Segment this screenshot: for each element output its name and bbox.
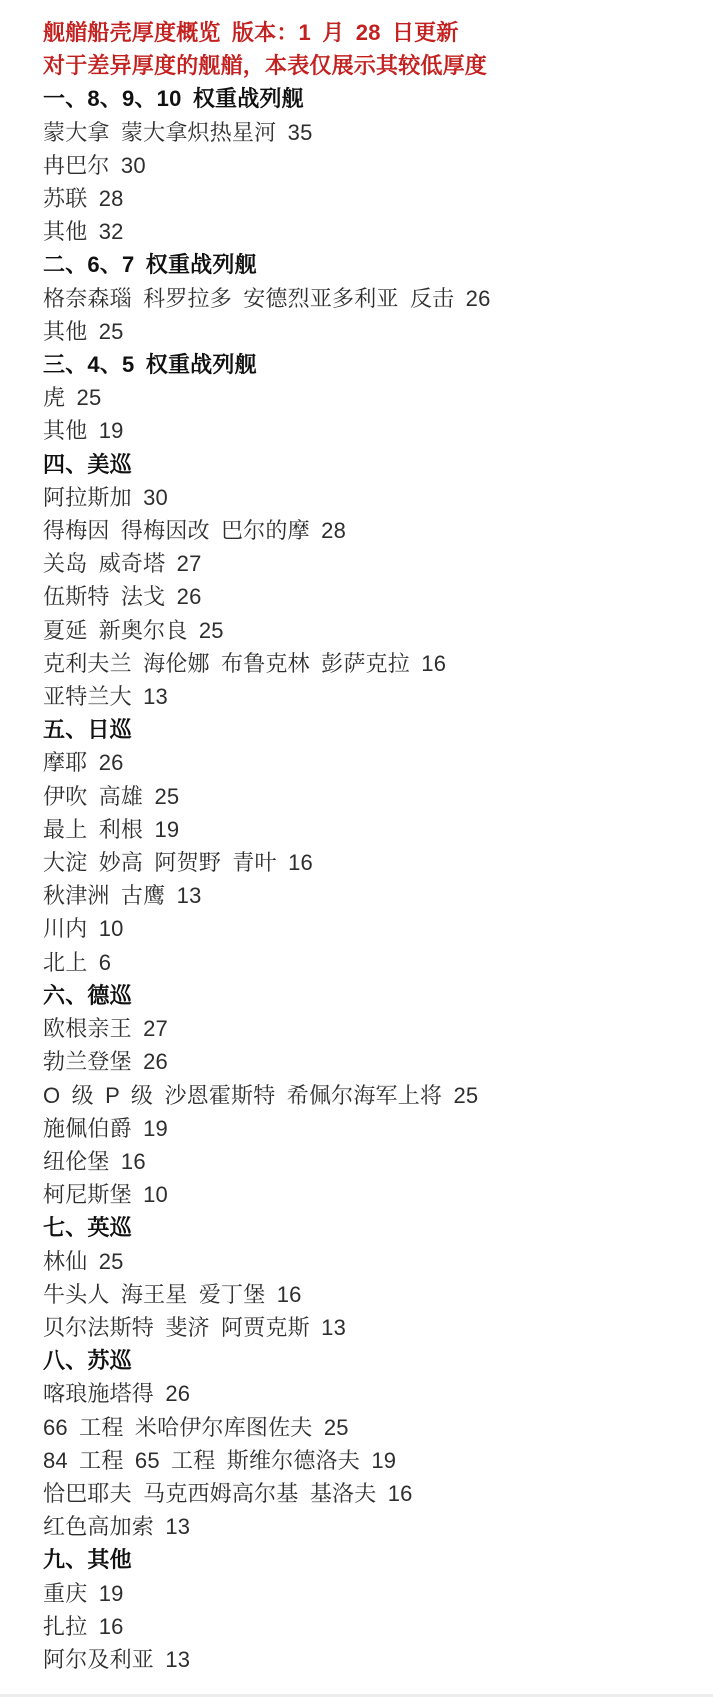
- thickness-value: 19: [143, 1115, 168, 1141]
- ship-row: [43, 1245, 693, 1278]
- ship-row: [43, 580, 693, 613]
- ship-row: [43, 1610, 693, 1643]
- ship-row: [43, 1444, 693, 1477]
- ship-row: [43, 1311, 693, 1344]
- ship-row: [43, 215, 693, 248]
- page-subtitle: 对于差异厚度的舰艏，本表仅展示其较低厚度: [43, 53, 488, 79]
- ship-names: 关岛 威奇塔: [43, 551, 166, 577]
- ship-names: 摩耶: [43, 750, 88, 776]
- thickness-value: 19: [98, 418, 124, 444]
- ship-row: [43, 1278, 693, 1311]
- ship-names: 贝尔法斯特 斐济 阿贾克斯: [43, 1314, 310, 1340]
- thickness-value: 13: [165, 1646, 191, 1672]
- thickness-value: 30: [143, 484, 168, 510]
- ship-row: [43, 315, 693, 348]
- ship-row: [43, 813, 693, 846]
- ship-row: [43, 614, 693, 647]
- ship-row: [43, 116, 693, 149]
- thickness-value: 13: [165, 1514, 191, 1540]
- ship-row: [43, 1411, 693, 1444]
- thickness-value: 28: [321, 518, 347, 544]
- ship-row: [43, 780, 693, 813]
- ship-names: O 级 P 级 沙恩霍斯特 希佩尔海军上将: [43, 1082, 443, 1108]
- ship-names: 北上: [43, 949, 88, 975]
- ship-row: [43, 547, 693, 580]
- section-heading: 八、苏巡: [43, 1348, 132, 1374]
- ship-names: 红色高加索: [43, 1514, 155, 1540]
- ship-row: [43, 414, 693, 447]
- ship-row: [43, 1045, 693, 1078]
- thickness-value: 27: [143, 1016, 168, 1042]
- ship-row: [43, 647, 693, 680]
- ship-names: 其他: [43, 219, 88, 245]
- ship-names: 林仙: [43, 1248, 88, 1274]
- ship-names: 欧根亲王: [43, 1016, 132, 1042]
- ship-names: 亚特兰大: [43, 684, 132, 710]
- thickness-value: 25: [154, 783, 180, 809]
- ship-row: [43, 149, 693, 182]
- ship-names: 施佩伯爵: [43, 1115, 132, 1141]
- thickness-value: 25: [453, 1082, 479, 1108]
- ship-names: 秋津洲 古鹰: [43, 883, 166, 909]
- thickness-value: 26: [176, 584, 202, 610]
- ship-names: 冉巴尔: [43, 152, 110, 178]
- thickness-value: 16: [276, 1281, 302, 1307]
- thickness-value: 16: [421, 650, 447, 676]
- ship-names: 勃兰登堡: [43, 1049, 132, 1075]
- section-heading: 四、美巡: [43, 451, 132, 477]
- section-heading: 五、日巡: [43, 717, 132, 743]
- ship-names: 阿拉斯加: [43, 484, 132, 510]
- ship-row: [43, 879, 693, 912]
- thickness-value: 16: [98, 1613, 124, 1639]
- ship-names: 得梅因 得梅因改 巴尔的摩: [43, 518, 310, 544]
- ship-row: [43, 481, 693, 514]
- thickness-value: 16: [387, 1480, 413, 1506]
- ship-row: [43, 946, 693, 979]
- thickness-value: 13: [143, 684, 168, 710]
- ship-names: 纽伦堡: [43, 1148, 110, 1174]
- thickness-value: 32: [98, 219, 124, 245]
- thickness-value: 16: [120, 1148, 146, 1174]
- thickness-value: 25: [98, 1248, 124, 1274]
- thickness-value: 26: [98, 750, 124, 776]
- thickness-value: 26: [143, 1049, 168, 1075]
- ship-names: 扎拉: [43, 1613, 88, 1639]
- ship-row: [43, 846, 693, 879]
- section-heading: 九、其他: [43, 1547, 132, 1573]
- section-heading: 七、英巡: [43, 1215, 132, 1241]
- ship-row: [43, 912, 693, 945]
- ship-names: 蒙大拿 蒙大拿炽热星河: [43, 119, 277, 145]
- ship-names: 其他: [43, 318, 88, 344]
- section-heading: 六、德巡: [43, 982, 132, 1008]
- ship-row: [43, 1477, 693, 1510]
- thickness-value: 16: [288, 850, 313, 876]
- thickness-value: 25: [323, 1414, 349, 1440]
- thickness-value: 27: [176, 551, 202, 577]
- ship-row: [43, 746, 693, 779]
- ship-row: [43, 514, 693, 547]
- thickness-value: 25: [98, 318, 124, 344]
- thickness-value: 26: [465, 285, 491, 311]
- ship-names: 格奈森瑙 科罗拉多 安德烈亚多利亚 反击: [43, 285, 455, 311]
- ship-names: 伊吹 高雄: [43, 783, 144, 809]
- thickness-value: 25: [76, 385, 102, 411]
- section-heading: 三、4、5 权重战列舰: [43, 352, 257, 378]
- ship-names: 大淀 妙高 阿贺野 青叶: [43, 850, 277, 876]
- section-heading: 二、6、7 权重战列舰: [43, 252, 257, 278]
- ship-row: [43, 1577, 693, 1610]
- ship-row: [43, 1643, 693, 1676]
- thickness-value: 13: [321, 1314, 347, 1340]
- thickness-value: 25: [198, 617, 224, 643]
- ship-names: 川内: [43, 916, 88, 942]
- ship-names: 84 工程 65 工程 斯维尔德洛夫: [43, 1447, 360, 1473]
- ship-names: 阿尔及利亚: [43, 1646, 155, 1672]
- ship-row: [43, 1377, 693, 1410]
- thickness-value: 6: [98, 949, 112, 975]
- ship-names: 克利夫兰 海伦娜 布鲁克林 彭萨克拉: [43, 650, 410, 676]
- ship-names: 伍斯特 法戈: [43, 584, 166, 610]
- thickness-value: 35: [287, 119, 313, 145]
- ship-names: 牛头人 海王星 爱丁堡: [43, 1281, 266, 1307]
- ship-names: 66 工程 米哈伊尔库图佐夫: [43, 1414, 313, 1440]
- ship-row: [43, 381, 693, 414]
- ship-names: 恰巴耶夫 马克西姆高尔基 基洛夫: [43, 1480, 377, 1506]
- ship-row: [43, 1012, 693, 1045]
- thickness-value: 19: [98, 1580, 124, 1606]
- thickness-value: 13: [176, 883, 202, 909]
- thickness-value: 26: [165, 1381, 191, 1407]
- ship-names: 其他: [43, 418, 88, 444]
- ship-names: 柯尼斯堡: [43, 1182, 132, 1208]
- ship-names: 喀琅施塔得: [43, 1381, 155, 1407]
- page-title: 舰艏船壳厚度概览 版本：1 月 28 日更新: [43, 20, 459, 45]
- ship-row: [43, 680, 693, 713]
- thickness-value: 19: [154, 816, 180, 842]
- ship-row: [43, 1112, 693, 1145]
- section-heading: 一、8、9、10 权重战列舰: [43, 86, 304, 112]
- thickness-value: 30: [120, 152, 146, 178]
- ship-names: 苏联: [43, 186, 88, 212]
- thickness-value: 10: [98, 916, 124, 942]
- ship-row: [43, 1510, 693, 1543]
- thickness-value: 28: [98, 186, 124, 212]
- ship-names: 最上 利根: [43, 816, 144, 842]
- thickness-list: [43, 82, 693, 1676]
- ship-row: [43, 182, 693, 215]
- ship-row: [43, 1178, 693, 1211]
- ship-row: [43, 1145, 693, 1178]
- ship-row: [43, 1079, 693, 1112]
- thickness-value: 19: [371, 1447, 397, 1473]
- ship-row: [43, 282, 693, 315]
- ship-names: 重庆: [43, 1580, 88, 1606]
- thickness-value: 10: [143, 1182, 168, 1208]
- ship-names: 虎: [43, 385, 66, 411]
- ship-names: 夏延 新奥尔良: [43, 617, 188, 643]
